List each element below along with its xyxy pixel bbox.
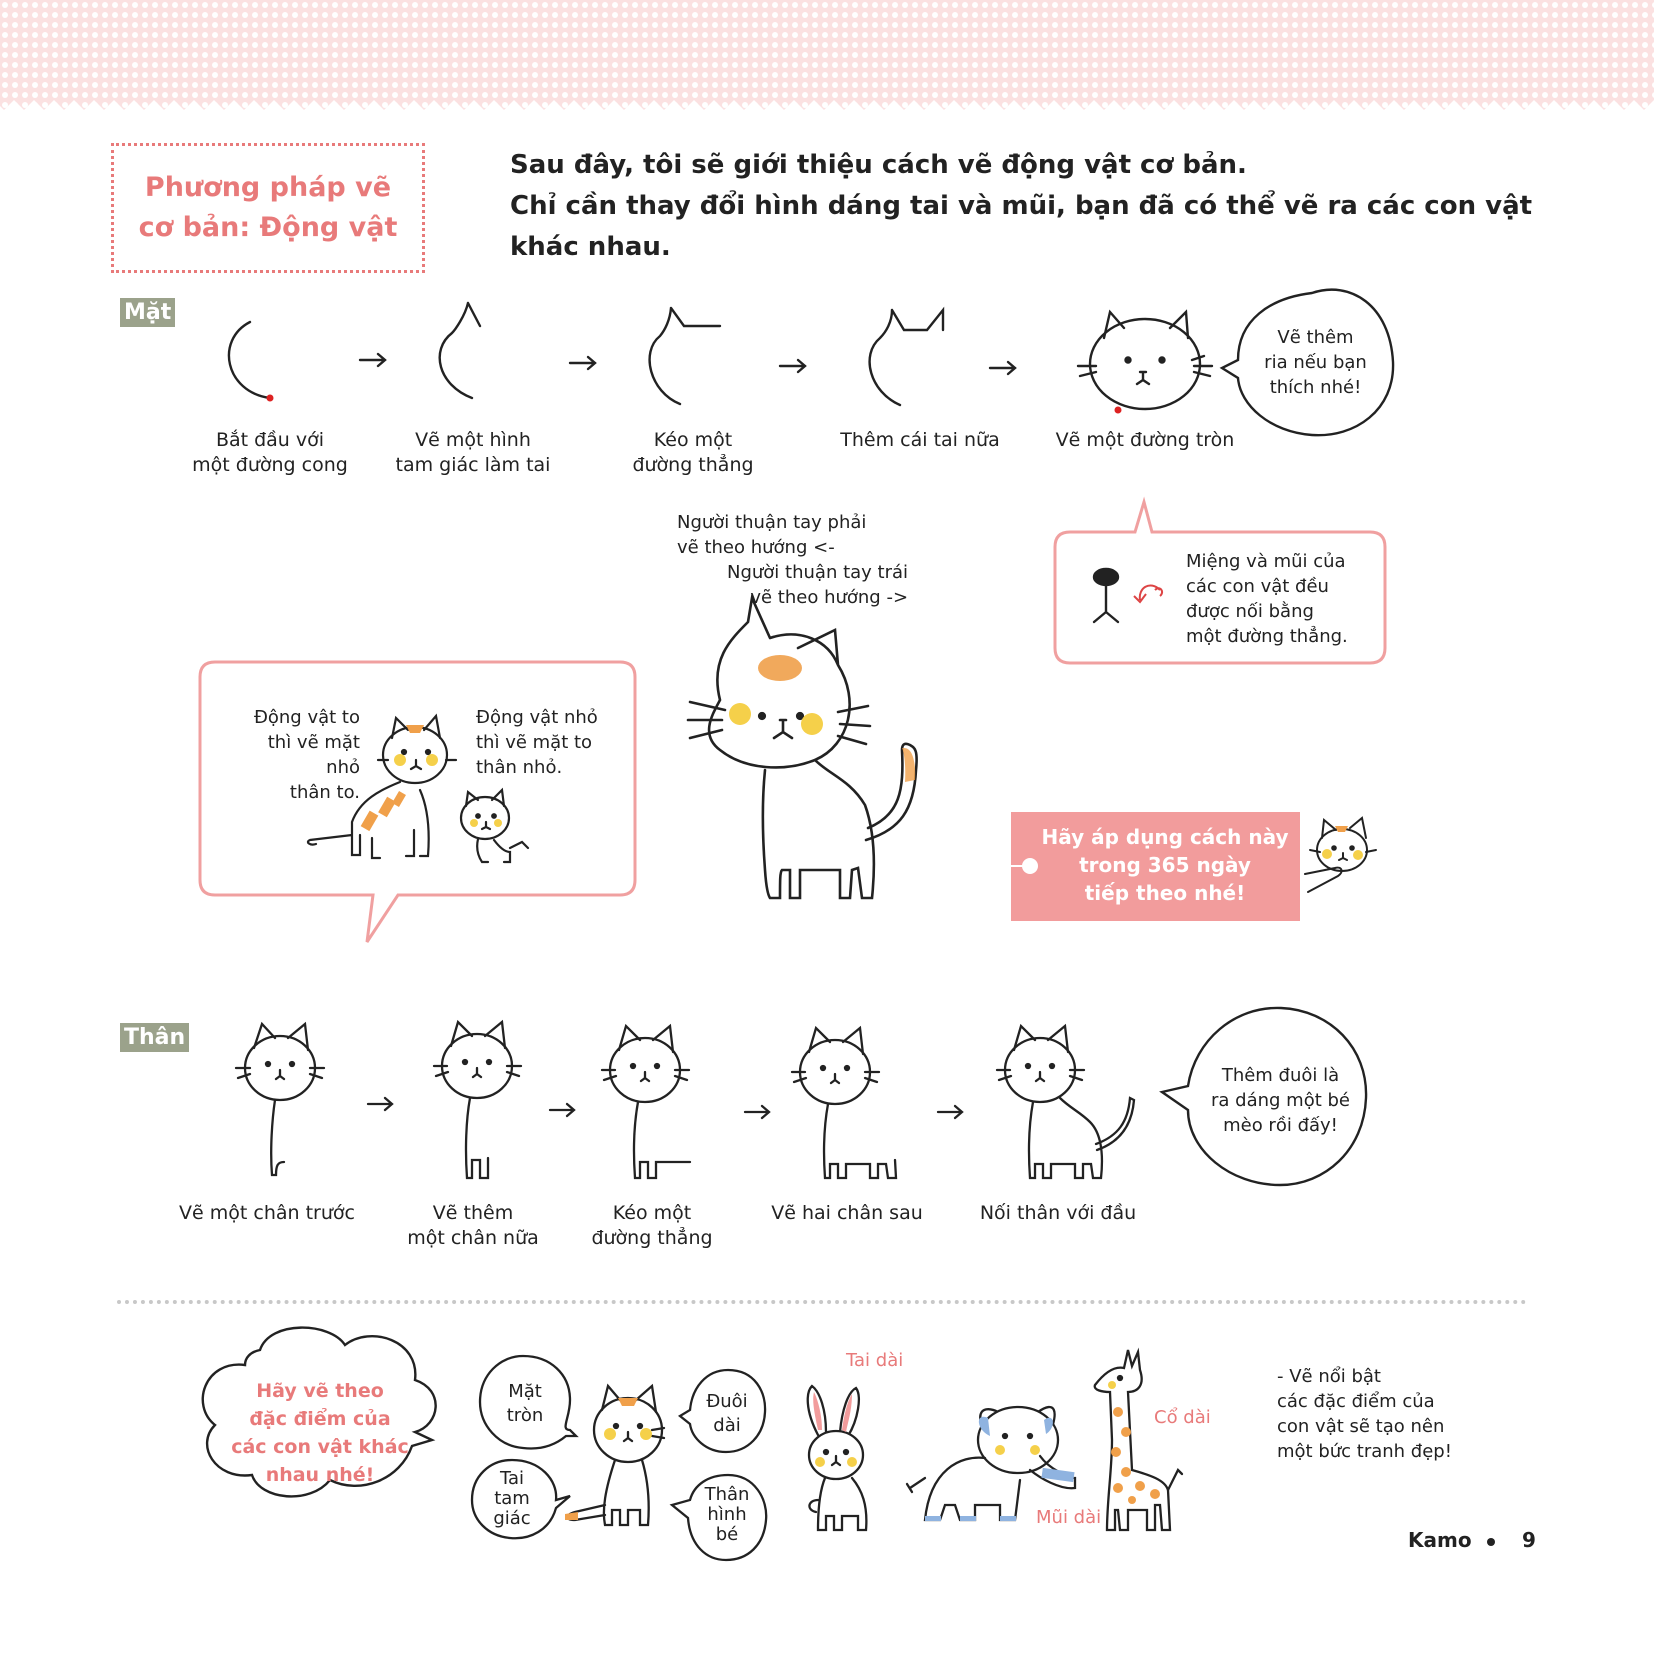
body-step1-caption: Vẽ một chân trước: [179, 1202, 355, 1224]
whisker-bubble-text: Vẽ thêm ria nếu bạn thích nhé!: [1264, 327, 1367, 398]
label-long-ears: Tai dài: [846, 1350, 904, 1371]
face-step5-caption: Vẽ một đường tròn: [1055, 429, 1235, 451]
feature-tip: - Vẽ nổi bật các đặc điểm của con vật sẽ tạo nên một bức tranh đẹp!: [1277, 1366, 1452, 1462]
body-step2-caption: Vẽ thêm một chân nữa: [407, 1202, 539, 1249]
face-step4-caption: Thêm cái tai nữa: [840, 429, 1000, 451]
face-step1-caption: Bắt đầu với một đường cong: [192, 429, 348, 476]
footer-brand: Kamo: [1408, 1528, 1472, 1552]
intro-line3: khác nhau.: [510, 232, 671, 262]
body-step3-caption: Kéo một đường thẳng: [591, 1202, 713, 1249]
footer-page-number: 9: [1522, 1528, 1536, 1552]
face-step3-caption: Kéo một đường thẳng: [632, 429, 754, 476]
label-triangle-ear: Tai tam giác: [493, 1468, 531, 1529]
banner-text: Hãy áp dụng cách này trong 365 ngày tiếp theo nhé!: [1041, 825, 1289, 905]
intro-line1: Sau đây, tôi sẽ giới thiệu cách vẽ động vật cơ bản.: [510, 150, 1247, 180]
left-hand-note: Người thuận tay trái vẽ theo hướng ->: [727, 562, 909, 608]
face-step2-caption: Vẽ một hình tam giác làm tai: [395, 429, 551, 476]
body-step5-caption: Nối thân với đầu: [979, 1202, 1137, 1224]
body-section-tag: Thân: [120, 1023, 189, 1052]
mouth-note-text: Miệng và mũi của các con vật đều được nối bằng một đường thẳng.: [1186, 551, 1348, 647]
right-hand-note: Người thuận tay phải vẽ theo hướng <-: [677, 512, 867, 558]
body-step4-caption: Vẽ hai chân sau: [771, 1202, 923, 1224]
label-long-nose: Mũi dài: [1036, 1507, 1102, 1528]
label-long-neck: Cổ dài: [1154, 1407, 1211, 1428]
intro-line2: Chỉ cần thay đổi hình dáng tai và mũi, bạn đã có thể vẽ ra các con vật: [510, 191, 1533, 221]
footer-dot: [1487, 1538, 1495, 1546]
label-round-face: Mặt tròn: [506, 1381, 544, 1426]
size-note-big: Động vật to thì vẽ mặt nhỏ thân to.: [253, 707, 360, 803]
label-long-tail: Đuôi dài: [706, 1391, 748, 1436]
size-note-small: Động vật nhỏ thì vẽ mặt to thân nhỏ.: [476, 707, 598, 778]
label-small-body: Thân hình bé: [704, 1484, 750, 1545]
section-title-line1: Phương pháp vẽ: [144, 172, 392, 203]
face-section-tag: Mặt: [120, 298, 175, 327]
cloud-text: Hãy vẽ theo đặc điểm của các con vật khác nhau nhé!: [231, 1380, 409, 1486]
section-title-line2: cơ bản: Động vật: [138, 212, 398, 243]
tail-bubble-text: Thêm đuôi là ra dáng một bé mèo rồi đấy!: [1211, 1065, 1350, 1136]
